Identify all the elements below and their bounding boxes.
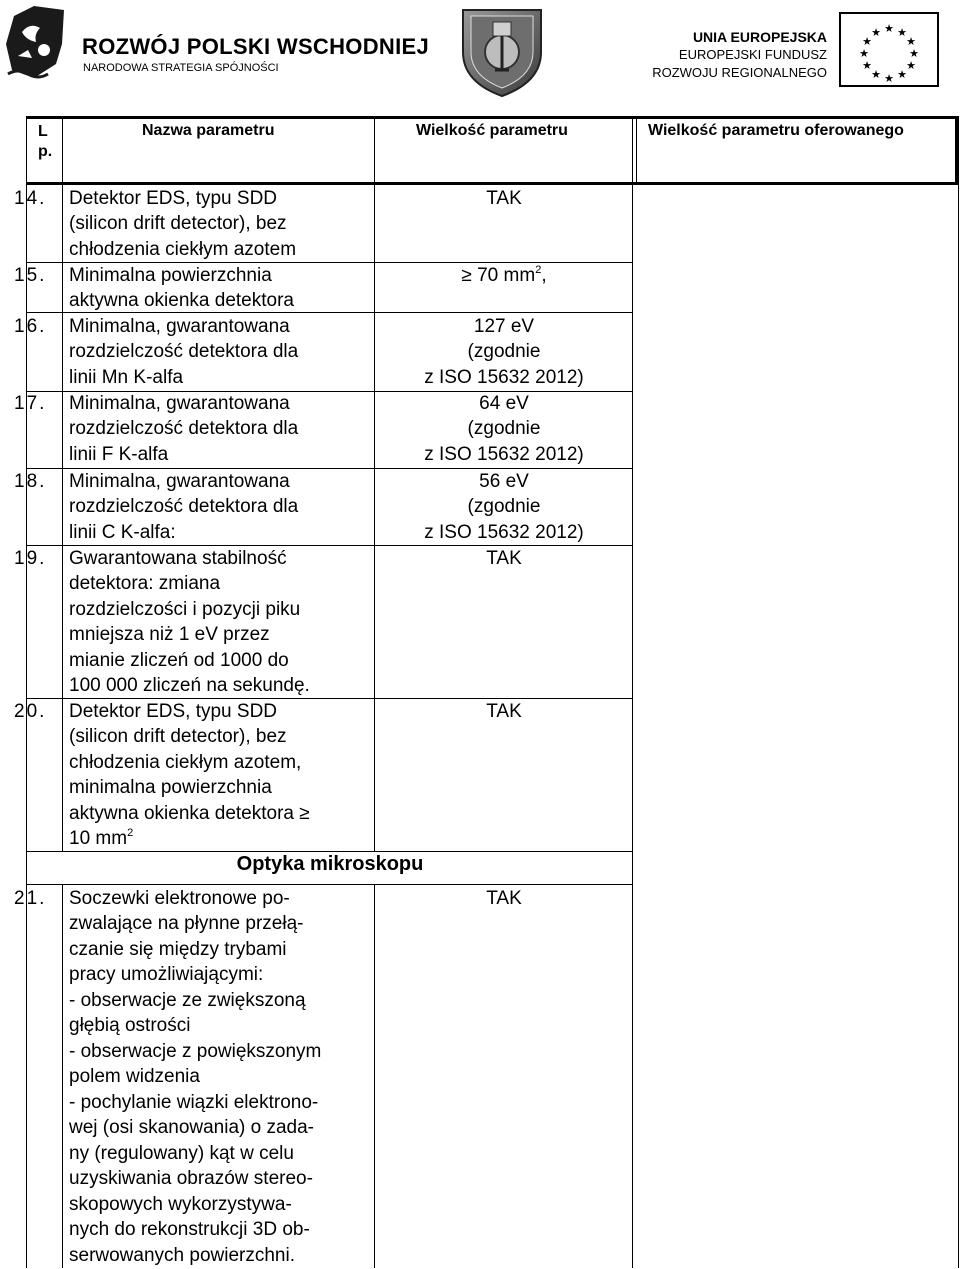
param-name-line: linii Mn K-alfa: [69, 367, 184, 388]
eu-logo-line1: UNIA EUROPEJSKA: [692, 29, 827, 45]
param-value: TAK: [486, 188, 522, 209]
param-name-line: (silicon drift detector), bez: [69, 726, 287, 747]
param-name-line: skopowych wykorzystywa-: [69, 1194, 292, 1215]
param-value: TAK: [486, 888, 522, 909]
row-number: 14.: [14, 188, 47, 209]
param-name-line: minimalna powierzchnia: [69, 777, 272, 798]
param-name-line: Soczewki elektronowe po-: [69, 888, 290, 909]
row-number: 20.: [14, 701, 47, 722]
column-header-lp: L p.: [38, 123, 53, 160]
eu-logo-line2: EUROPEJSKI FUNDUSZ: [678, 47, 827, 62]
section-title: Optyka mikroskopu: [236, 853, 424, 875]
param-name-line: wej (osi skanowania) o zada-: [69, 1117, 315, 1138]
logo-title: ROZWÓJ POLSKI WSCHODNIEJ: [82, 34, 429, 59]
svg-text:★: ★: [884, 72, 894, 85]
table-right-border: [958, 116, 959, 1268]
param-name-line: uzyskiwania obrazów stereo-: [69, 1168, 313, 1189]
param-name-line: polem widzenia: [69, 1066, 200, 1087]
param-name-line: ny (regulowany) kąt w celu: [69, 1143, 294, 1164]
param-value: z ISO 15632 2012): [424, 444, 584, 465]
param-name-line: detektora: zmiana: [69, 573, 221, 594]
header-top-border: [26, 116, 958, 119]
value-col-divider-lower: [374, 884, 375, 1268]
superscript-2: 2: [535, 264, 542, 276]
param-name-line: aktywna okienka detektora: [69, 290, 294, 311]
param-name-line: Minimalna, gwarantowana: [69, 393, 290, 414]
row-number: 18.: [14, 471, 47, 492]
header-bottom-border: [26, 182, 958, 185]
param-value: (zgodnie: [467, 418, 541, 439]
svg-text:★: ★: [862, 59, 872, 72]
param-name-line: Gwarantowana stabilność: [69, 548, 287, 569]
param-name-line: mniejsza niż 1 eV przez: [69, 624, 270, 645]
row-separator: [26, 884, 632, 885]
param-name-line: linii C K-alfa:: [69, 522, 176, 543]
row-number: 16.: [14, 316, 47, 337]
param-name-line: (silicon drift detector), bez: [69, 213, 287, 234]
svg-text:★: ★: [897, 26, 907, 39]
param-name-line: Minimalna powierzchnia: [69, 265, 272, 286]
param-name-line: 10 $mm^2$: [69, 827, 134, 849]
param-name-line: 100 000 zliczeń na sekundę.: [69, 675, 310, 696]
param-value: 56 eV: [479, 471, 529, 492]
svg-text:★: ★: [906, 35, 916, 48]
offered-col-divider: [632, 116, 633, 1268]
svg-text:★: ★: [897, 68, 907, 81]
param-value: TAK: [486, 701, 522, 722]
column-header-name: Nazwa parametru: [142, 122, 275, 139]
param-name-line: Minimalna, gwarantowana: [69, 316, 290, 337]
column-header-value: Wielkość parametru: [416, 122, 568, 139]
name-col-divider: [62, 116, 63, 851]
logo-subtitle: NARODOWA STRATEGIA SPÓJNOŚCI: [83, 62, 279, 74]
param-name-line: rozdzielczości i pozycji piku: [69, 599, 301, 620]
param-name-line: aktywna okienka detektora ≥: [69, 803, 310, 824]
param-value: TAK: [486, 548, 522, 569]
svg-text:★: ★: [862, 35, 872, 48]
param-name-line: nych do rekonstrukcji 3D ob-: [69, 1219, 310, 1240]
row-number: 19.: [14, 548, 47, 569]
superscript-2: 2: [127, 827, 134, 839]
param-value: z ISO 15632 2012): [424, 522, 584, 543]
param-value: 127 eV: [473, 316, 535, 337]
param-name-line: linii F K-alfa: [69, 444, 169, 465]
param-value: z ISO 15632 2012): [424, 367, 584, 388]
param-value: (zgodnie: [467, 496, 541, 517]
param-name-line: pracy umożliwiającymi:: [69, 964, 264, 985]
svg-text:★: ★: [871, 68, 881, 81]
param-name-line: chłodzenia ciekłym azotem,: [69, 752, 302, 773]
svg-text:★: ★: [909, 47, 919, 60]
param-name-line: Detektor EDS, typu SDD: [69, 188, 278, 209]
row-number: 21.: [14, 888, 47, 909]
param-name-line: czanie się między trybami: [69, 939, 287, 960]
param-name-line: głębią ostrości: [69, 1015, 191, 1036]
param-name-line: serwowanych powierzchni.: [69, 1245, 295, 1266]
table-header-row: [26, 118, 958, 184]
row-number: 17.: [14, 393, 47, 414]
param-name-line: zwalające na płynne przełą-: [69, 913, 304, 934]
svg-text:★: ★: [859, 47, 869, 60]
svg-text:★: ★: [871, 26, 881, 39]
param-name-line: rozdzielczość detektora dla: [69, 496, 299, 517]
table-left-border: [26, 116, 27, 1268]
eu-logo-line3: ROZWOJU REGIONALNEGO: [652, 65, 827, 80]
param-name-line: mianie zliczeń od 1000 do: [69, 650, 289, 671]
param-name-line: - pochylanie wiązki elektrono-: [69, 1092, 319, 1113]
param-value: 64 eV: [479, 393, 529, 414]
column-header-offered: Wielkość parametru oferowanego: [648, 122, 904, 139]
param-name-line: chłodzenia ciekłym azotem: [69, 239, 297, 260]
param-value: ≥ 70 $mm^2$,: [461, 264, 547, 286]
name-col-divider-lower: [62, 884, 63, 1268]
param-name-line: rozdzielczość detektora dla: [69, 341, 299, 362]
param-name-line: rozdzielczość detektora dla: [69, 418, 299, 439]
param-name-line: Detektor EDS, typu SDD: [69, 701, 278, 722]
svg-text:★: ★: [884, 22, 894, 35]
offered-col-divider-2: [636, 116, 637, 185]
param-name-line: Minimalna, gwarantowana: [69, 471, 290, 492]
param-name-line: - obserwacje ze zwiększoną: [69, 990, 306, 1011]
svg-text:★: ★: [906, 59, 916, 72]
row-number: 15.: [14, 265, 47, 286]
param-name-line: - obserwacje z powiększonym: [69, 1041, 322, 1062]
param-value: (zgodnie: [467, 341, 541, 362]
